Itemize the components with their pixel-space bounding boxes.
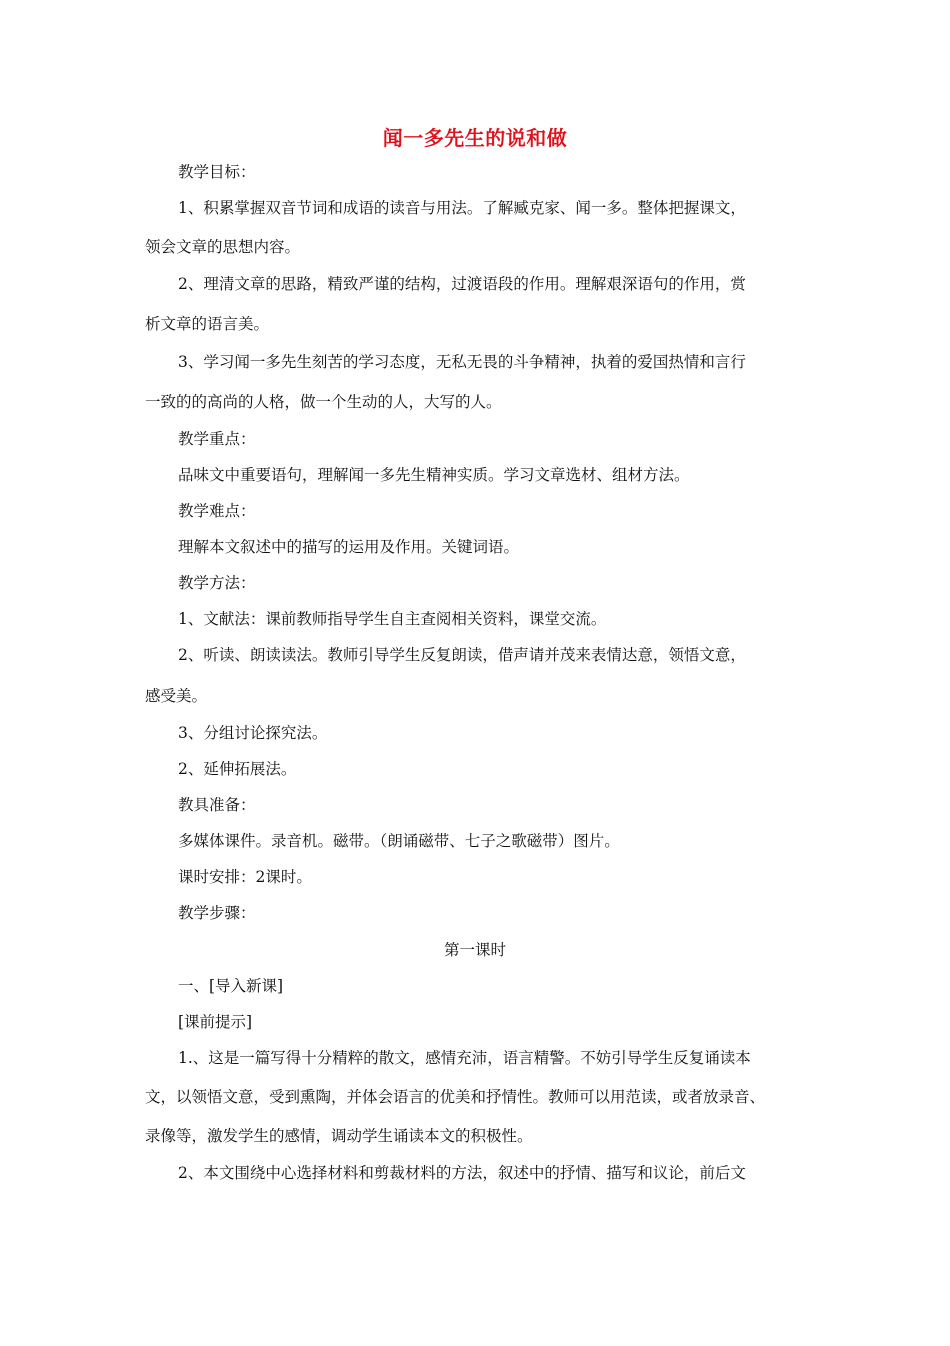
paragraph-line: 2、理清文章的思路，精致严谨的结构，过渡语段的作用。理解艰深语句的作用，赏 (178, 275, 746, 293)
section-heading-materials: 教具准备： (178, 796, 256, 814)
section-heading-steps: 教学步骤： (178, 904, 256, 922)
lesson-heading: 第一课时 (443, 941, 506, 959)
paragraph-line: 1.、这是一篇写得十分精粹的散文，感情充沛，语言精警。不妨引导学生反复诵读本 (178, 1049, 751, 1067)
section-heading-key-points: 教学重点： (178, 430, 256, 448)
paragraph-line: [课前提示] (178, 1013, 253, 1031)
paragraph-line: 录像等，激发学生的感情，调动学生诵读本文的积极性。 (145, 1127, 533, 1145)
paragraph-line: 多媒体课件。录音机。磁带。（朗诵磁带、七子之歌磁带）图片。 (178, 832, 620, 850)
paragraph-line: 2、延伸拓展法。 (178, 760, 297, 778)
section-heading-methods: 教学方法： (178, 574, 256, 592)
paragraph-line: 理解本文叙述中的描写的运用及作用。关键词语。 (178, 538, 520, 556)
paragraph-line: 感受美。 (145, 687, 208, 705)
document-title: 闻一多先生的说和做 (382, 126, 568, 150)
paragraph-line: 2、本文围绕中心选择材料和剪裁材料的方法，叙述中的抒情、描写和议论，前后文 (178, 1164, 746, 1182)
paragraph-line: 析文章的语言美。 (145, 315, 270, 333)
paragraph-line: 一致的的高尚的人格，做一个生动的人，大写的人。 (145, 393, 502, 411)
paragraph-line: 品味文中重要语句，理解闻一多先生精神实质。学习文章选材、组材方法。 (178, 466, 690, 484)
paragraph-line: 课时安排：2课时。 (178, 868, 312, 886)
paragraph-line: 文，以领悟文意，受到熏陶，并体会语言的优美和抒情性。教师可以用范读，或者放录音、 (145, 1088, 766, 1106)
paragraph-line: 2、听读、朗读读法。教师引导学生反复朗读，借声请并茂来表情达意，领悟文意， (178, 646, 746, 664)
paragraph-line: 一、[导入新课] (178, 977, 284, 995)
paragraph-line: 3、分组讨论探究法。 (178, 724, 328, 742)
section-heading-objectives: 教学目标： (178, 163, 256, 181)
paragraph-line: 3、学习闻一多先生刻苦的学习态度，无私无畏的斗争精神，执着的爱国热情和言行 (178, 353, 746, 371)
section-heading-difficulties: 教学难点： (178, 502, 256, 520)
paragraph-line: 领会文章的思想内容。 (145, 238, 301, 256)
paragraph-line: 1、文献法：课前教师指导学生自主查阅相关资料，课堂交流。 (178, 610, 607, 628)
paragraph-line: 1、积累掌握双音节词和成语的读音与用法。了解臧克家、闻一多。整体把握课文， (178, 199, 746, 217)
